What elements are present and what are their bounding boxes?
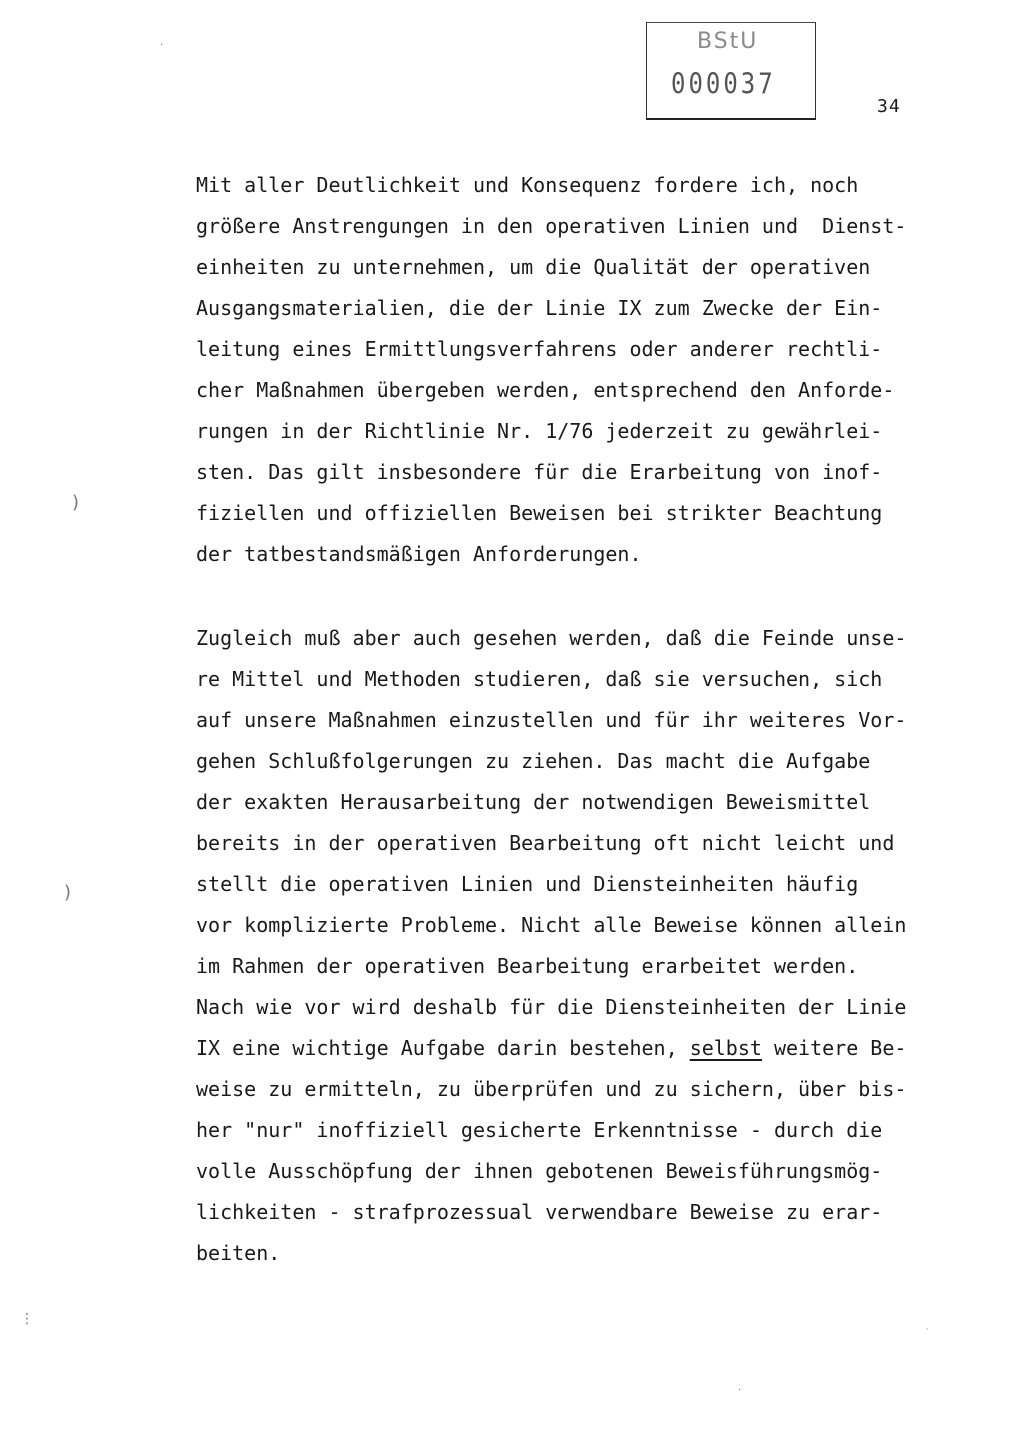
scan-speck: ·: [738, 1385, 742, 1396]
text-line: einheiten zu unternehmen, um die Qualität der operativen: [196, 255, 871, 279]
paragraph-1: [196, 165, 956, 575]
text-line: her "nur" inoffiziell gesicherte Erkenntnisse - durch die: [196, 1118, 883, 1142]
text-line: fiziellen und offiziellen Beweisen bei strikter Beachtung: [196, 501, 883, 525]
text-line: auf unsere Maßnahmen einzustellen und für ihr weiteres Vor-: [196, 708, 907, 732]
text-line-with-underline: [196, 1028, 956, 1069]
text-line: sten. Das gilt insbesondere für die Erarbeitung von inof-: [196, 460, 883, 484]
text-line: Mit aller Deutlichkeit und Konsequenz fordere ich, noch: [196, 173, 859, 197]
text-line: der tatbestandsmäßigen Anforderungen.: [196, 542, 642, 566]
text-line: cher Maßnahmen übergeben werden, entsprechend den Anforde-: [196, 378, 895, 402]
text-line: weise zu ermitteln, zu überprüfen und zu sichern, über bis-: [196, 1077, 907, 1101]
scan-speck: ⋮: [20, 1311, 34, 1327]
scan-speck: ·: [160, 40, 164, 51]
scan-mark: ): [72, 492, 80, 513]
text-line: stellt die operativen Linien und Diensteinheiten häufig: [196, 872, 859, 896]
text-line: rungen in der Richtlinie Nr. 1/76 jederzeit zu gewährlei-: [196, 419, 883, 443]
text-segment: weitere Be-: [761, 1036, 907, 1060]
page-number: 34: [877, 96, 901, 117]
scan-mark: ): [64, 882, 72, 903]
stamp-label: BStU: [697, 29, 759, 54]
text-line: im Rahmen der operativen Bearbeitung erarbeitet werden.: [196, 954, 859, 978]
text-line: Ausgangsmaterialien, die der Linie IX zum Zwecke der Ein-: [196, 296, 883, 320]
text-line: größere Anstrengungen in den operativen Linien und Dienst-: [196, 214, 907, 238]
paragraph-2: [196, 618, 956, 1274]
underlined-word: selbst: [689, 1036, 762, 1060]
text-line: vor komplizierte Probleme. Nicht alle Beweise können allein: [196, 913, 907, 937]
text-line: volle Ausschöpfung der ihnen gebotenen Beweisführungsmög-: [196, 1159, 883, 1183]
text-line: Zugleich muß aber auch gesehen werden, daß die Feinde unse-: [196, 626, 907, 650]
stamp-number: 000037: [671, 67, 776, 101]
text-line: der exakten Herausarbeitung der notwendigen Beweismittel: [196, 790, 871, 814]
text-line: bereits in der operativen Bearbeitung oft nicht leicht und: [196, 831, 895, 855]
text-line: gehen Schlußfolgerungen zu ziehen. Das macht die Aufgabe: [196, 749, 871, 773]
scan-speck: ·: [926, 1325, 929, 1334]
text-line: re Mittel und Methoden studieren, daß sie versuchen, sich: [196, 667, 883, 691]
text-line: Nach wie vor wird deshalb für die Diensteinheiten der Linie: [196, 995, 907, 1019]
archive-stamp: [646, 22, 816, 120]
text-line: leitung eines Ermittlungsverfahrens oder anderer rechtli-: [196, 337, 883, 361]
text-line: lichkeiten - strafprozessual verwendbare Beweise zu erar-: [196, 1200, 883, 1224]
text-segment: IX eine wichtige Aufgabe darin bestehen,: [196, 1036, 690, 1060]
text-line: beiten.: [196, 1241, 281, 1265]
